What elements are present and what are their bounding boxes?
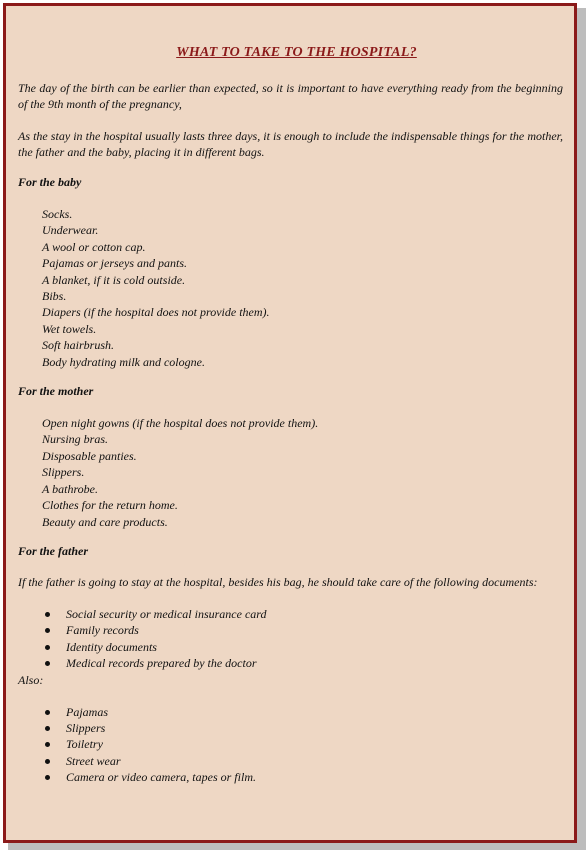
- list-item: Slippers.: [42, 465, 85, 480]
- list-item-text: Family records: [66, 623, 139, 638]
- list-item: Bibs.: [42, 289, 67, 304]
- mother-list: [18, 415, 563, 530]
- bullet-icon: [45, 775, 50, 780]
- mother-heading: For the mother: [18, 384, 94, 399]
- list-item-text: Slippers: [66, 720, 106, 735]
- list-item-text: Toiletry: [66, 737, 103, 752]
- document-card: [3, 3, 577, 843]
- list-item-text: Identity documents: [66, 639, 157, 654]
- list-item-text: Camera or video camera, tapes or film.: [66, 770, 256, 785]
- list-item: Clothes for the return home.: [42, 498, 178, 513]
- list-item: Wet towels.: [42, 321, 97, 336]
- list-item: [18, 606, 563, 622]
- list-item: Pajamas or jerseys and pants.: [42, 256, 187, 271]
- documents-list: [18, 606, 563, 672]
- list-item: [18, 655, 563, 671]
- bullet-icon: [45, 645, 50, 650]
- also-label: Also:: [18, 672, 44, 687]
- bullet-icon: [45, 759, 50, 764]
- bullet-icon: [45, 726, 50, 731]
- page-title: WHAT TO TAKE TO THE HOSPITAL?: [176, 45, 417, 60]
- list-item: Diapers (if the hospital does not provide them).: [42, 305, 270, 320]
- list-item: [18, 720, 563, 736]
- list-item: Open night gowns (if the hospital does not provide them).: [42, 416, 319, 431]
- list-item-text: Medical records prepared by the doctor: [66, 656, 257, 671]
- father-heading: For the father: [18, 543, 89, 558]
- list-item: [18, 622, 563, 638]
- intro-paragraph-1: The day of the birth can be earlier than expected, so it is important to have everything ready from the beginning of the 9th month of the pregnancy,: [18, 81, 563, 111]
- also-list: [18, 704, 563, 786]
- list-item: Socks.: [42, 207, 73, 221]
- bullet-icon: [45, 710, 50, 715]
- list-item: Underwear.: [42, 223, 99, 238]
- bullet-icon: [45, 612, 50, 617]
- intro-paragraph-2: As the stay in the hospital usually lasts three days, it is enough to include the indispensable things for the mother, the father and the baby, placing it in different bags.: [18, 129, 563, 159]
- baby-heading: For the baby: [18, 175, 82, 189]
- list-item-text: Street wear: [66, 753, 121, 768]
- list-item: [18, 704, 563, 720]
- list-item: [18, 736, 563, 752]
- bullet-icon: [45, 628, 50, 633]
- list-item: [18, 639, 563, 655]
- list-item: A bathrobe.: [42, 481, 98, 496]
- list-item: Body hydrating milk and cologne.: [42, 354, 205, 369]
- bullet-icon: [45, 742, 50, 747]
- list-item: A blanket, if it is cold outside.: [42, 272, 186, 287]
- list-item: Soft hairbrush.: [42, 338, 115, 353]
- list-item-text: Pajamas: [66, 704, 108, 719]
- bullet-icon: [45, 661, 50, 666]
- list-item: Disposable panties.: [42, 448, 137, 463]
- list-item: [18, 753, 563, 769]
- list-item-text: Social security or medical insurance card: [66, 606, 267, 621]
- list-item: Beauty and care products.: [42, 514, 168, 529]
- list-item: Nursing bras.: [42, 432, 109, 447]
- list-item: [18, 769, 563, 785]
- list-item: A wool or cotton cap.: [42, 239, 146, 254]
- father-paragraph: If the father is going to stay at the hospital, besides his bag, he should take care of the following documents:: [18, 574, 538, 589]
- baby-list: [18, 206, 563, 370]
